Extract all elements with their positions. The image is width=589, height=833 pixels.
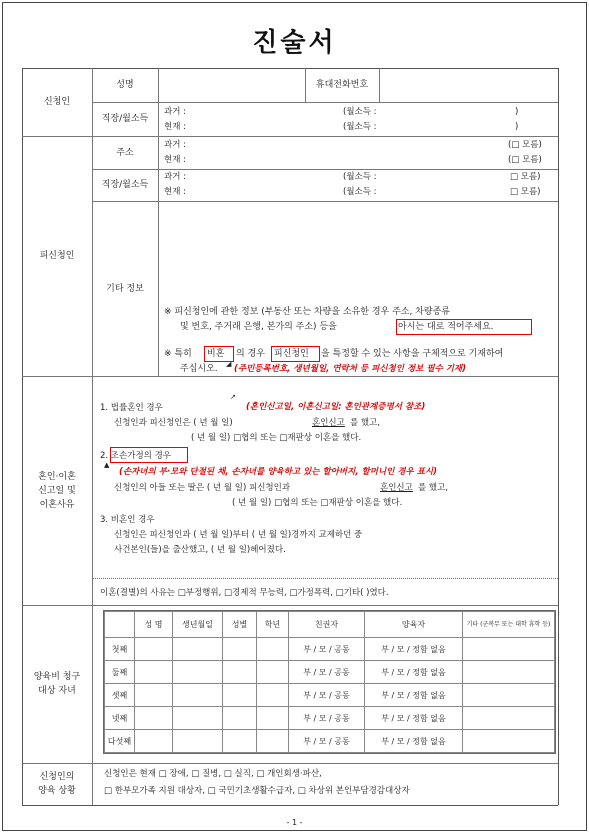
respondent-note-2e: 을 특정할 수 있는 사항을 구체적으로 기재하여 bbox=[321, 349, 504, 359]
children-section-label bbox=[22, 605, 92, 763]
custody-cell[interactable]: 부 / 모 / 공동 bbox=[289, 707, 365, 730]
applicant-income-now-close: ) bbox=[515, 122, 519, 132]
row-ordinal: 첫째 bbox=[105, 638, 135, 661]
respondent-note-1b: 및 번호, 주거래 은행, 본가의 주소) 등을 bbox=[180, 322, 337, 332]
grandparent-line1-end: 를 했고, bbox=[418, 483, 449, 493]
child-grade-cell[interactable] bbox=[257, 707, 289, 730]
child-gender-cell[interactable] bbox=[223, 638, 257, 661]
applicant-income-now[interactable]: (월소득 : bbox=[343, 122, 377, 132]
child-gender-cell[interactable] bbox=[223, 707, 257, 730]
divorce-reason[interactable]: 이혼(결별)의 사유는 □부정행위, □경제적 무능력, □가정폭력, □기타( )였다. bbox=[100, 588, 389, 598]
grandparent-note: (손자녀의 부·모와 단절된 채, 손자녀를 양육하고 있는 할아버지, 할머니인 경우 표시) bbox=[119, 467, 438, 477]
children-header-row bbox=[105, 612, 555, 638]
child-grade-cell[interactable] bbox=[257, 638, 289, 661]
child-birth-cell[interactable] bbox=[173, 707, 223, 730]
table-row bbox=[105, 730, 555, 753]
arrow-icon-2: ↗ bbox=[230, 393, 236, 401]
respondent-income-now-unknown[interactable]: □ 모름) bbox=[510, 187, 541, 197]
table-bottom-border bbox=[22, 805, 558, 806]
legal-marriage-line2[interactable]: ( 년 월 일) □협의 또는 □재판상 이혼을 했다. bbox=[191, 433, 362, 443]
child-birth-cell[interactable] bbox=[173, 661, 223, 684]
header-birth: 생년월일 bbox=[173, 612, 223, 638]
children-table bbox=[103, 610, 556, 754]
applicant-income-past[interactable]: (월소득 : bbox=[343, 107, 377, 117]
children-label-line2: 대상 자녀 bbox=[38, 686, 76, 696]
legal-marriage-heading: 1. 법률혼인 경우 bbox=[100, 403, 163, 413]
table-row bbox=[105, 707, 555, 730]
marriage-label-line1: 혼인·이혼 bbox=[38, 471, 76, 482]
header-grade: 학년 bbox=[257, 612, 289, 638]
arrow-icon-3: ▲ bbox=[104, 461, 110, 469]
header-name: 성 명 bbox=[135, 612, 173, 638]
respondent-note-2c: 의 경우 bbox=[236, 349, 265, 359]
respondent-income-past[interactable]: (월소득 : bbox=[343, 172, 377, 182]
child-birth-cell[interactable] bbox=[173, 730, 223, 753]
situation-line2[interactable]: □ 한부모가족 지원 대상자, □ 국민기초생활수급자, □ 차상위 본인부담경감대상자 bbox=[104, 786, 410, 796]
other-cell[interactable] bbox=[463, 638, 555, 661]
respondent-note-1-highlight: 아시는 대로 적어주세요. bbox=[398, 322, 494, 332]
respondent-section-label: 피신청인 bbox=[39, 251, 75, 261]
rearing-cell[interactable]: 부 / 모 / 정함 없음 bbox=[365, 638, 463, 661]
grandparent-line2[interactable]: ( 년 월 일) □협의 또는 □재판상 이혼을 했다. bbox=[232, 498, 403, 508]
table-row bbox=[105, 684, 555, 707]
situation-line1[interactable]: 신청인은 현재 □ 장애, □ 질병, □ 실직, □ 개인회생·파산, bbox=[104, 769, 322, 779]
respondent-note-1: ※ 피신청인에 관한 정보 (부동산 또는 차량을 소유한 경우 주소, 차량종류 bbox=[164, 307, 450, 317]
child-grade-cell[interactable] bbox=[257, 661, 289, 684]
respondent-note-2-respondent: 피신청인 bbox=[274, 349, 309, 359]
child-gender-cell[interactable] bbox=[223, 661, 257, 684]
child-birth-cell[interactable] bbox=[173, 684, 223, 707]
legal-marriage-line1[interactable]: 신청인과 피신청인은 ( 년 월 일) bbox=[114, 418, 233, 428]
child-gender-cell[interactable] bbox=[223, 730, 257, 753]
row-ordinal: 셋째 bbox=[105, 684, 135, 707]
header-rearing: 양육자 bbox=[365, 612, 463, 638]
child-name-cell[interactable] bbox=[135, 684, 173, 707]
highlight-box-write bbox=[396, 319, 532, 335]
marriage-dotted-divider bbox=[92, 578, 558, 579]
legal-marriage-report: 혼인신고 bbox=[312, 418, 345, 428]
phone-field[interactable] bbox=[380, 69, 557, 101]
respondent-required-note: (주민등록번호, 생년월일, 연락처 등 피신청인 정보 필수 기재) bbox=[234, 364, 467, 374]
highlight-box-grandparent bbox=[110, 447, 188, 463]
rearing-cell[interactable]: 부 / 모 / 정함 없음 bbox=[365, 661, 463, 684]
child-name-cell[interactable] bbox=[135, 730, 173, 753]
other-cell[interactable] bbox=[463, 684, 555, 707]
child-gender-cell[interactable] bbox=[223, 684, 257, 707]
row-ordinal: 다섯째 bbox=[105, 730, 135, 753]
applicant-job-past[interactable]: 과거 : bbox=[164, 107, 186, 117]
marriage-bottom-divider bbox=[22, 605, 558, 606]
custody-cell[interactable]: 부 / 모 / 공동 bbox=[289, 730, 365, 753]
applicant-job-label: 직장/월소득 bbox=[101, 114, 149, 124]
grandparent-report: 혼인신고 bbox=[380, 483, 413, 493]
legal-marriage-note: (혼인신고일, 이혼신고일: 혼인관계증명서 참조) bbox=[246, 402, 426, 412]
row-ordinal: 넷째 bbox=[105, 707, 135, 730]
custody-cell[interactable]: 부 / 모 / 공동 bbox=[289, 638, 365, 661]
row-ordinal: 둘째 bbox=[105, 661, 135, 684]
page-title: 진술서 bbox=[252, 28, 337, 58]
address-now[interactable]: 현재 : bbox=[164, 155, 186, 165]
address-label: 주소 bbox=[116, 147, 134, 158]
table-right-border bbox=[558, 68, 559, 805]
respondent-note-2-unmarried: 비혼 bbox=[207, 349, 225, 359]
header-other: 기타 (군복무 또는 대학 휴학 등) bbox=[463, 612, 555, 638]
child-name-cell[interactable] bbox=[135, 707, 173, 730]
rearing-cell[interactable]: 부 / 모 / 정함 없음 bbox=[365, 730, 463, 753]
child-name-cell[interactable] bbox=[135, 638, 173, 661]
custody-cell[interactable]: 부 / 모 / 공동 bbox=[289, 684, 365, 707]
page-number: - 1 - bbox=[286, 818, 303, 827]
children-label-line1: 양육비 청구 bbox=[33, 672, 81, 682]
marriage-label-line3: 이혼사유 bbox=[39, 499, 75, 510]
child-grade-cell[interactable] bbox=[257, 730, 289, 753]
header-ordinal bbox=[105, 612, 135, 638]
respondent-note-2-line2: 주십시오. bbox=[180, 364, 218, 374]
table-row bbox=[105, 638, 555, 661]
other-cell[interactable] bbox=[463, 730, 555, 753]
respondent-income-now[interactable]: (월소득 : bbox=[343, 187, 377, 197]
situation-label-line1: 신청인의 bbox=[39, 772, 75, 782]
respondent-income-past-unknown[interactable]: □ 모름) bbox=[510, 172, 541, 182]
situation-label-line2: 양육 상황 bbox=[38, 786, 76, 796]
name-field[interactable] bbox=[159, 69, 304, 101]
other-cell[interactable] bbox=[463, 661, 555, 684]
grandparent-heading: 2. 조손가정의 경우 bbox=[100, 451, 171, 461]
child-name-cell[interactable] bbox=[135, 661, 173, 684]
applicant-row-divider bbox=[92, 102, 558, 103]
applicant-section-label: 신청인 bbox=[43, 97, 71, 107]
address-past[interactable]: 과거 : bbox=[164, 140, 186, 150]
grandparent-line1[interactable]: 신청인의 아들 또는 딸은 ( 년 월 일) 피신청인과 bbox=[114, 483, 291, 493]
respondent-job-now[interactable]: 현재 : bbox=[164, 187, 186, 197]
table-row bbox=[105, 661, 555, 684]
header-gender: 성별 bbox=[223, 612, 257, 638]
other-cell[interactable] bbox=[463, 707, 555, 730]
rearing-cell[interactable]: 부 / 모 / 정함 없음 bbox=[365, 707, 463, 730]
marriage-label-line2: 신고일 및 bbox=[38, 485, 76, 496]
other-info-label: 기타 정보 bbox=[106, 283, 144, 294]
legal-marriage-line1-end: 를 했고, bbox=[350, 418, 381, 428]
applicant-job-now[interactable]: 현재 : bbox=[164, 122, 186, 132]
child-grade-cell[interactable] bbox=[257, 684, 289, 707]
children-bottom-divider bbox=[22, 763, 558, 764]
respondent-bottom-divider bbox=[22, 376, 558, 377]
custody-cell[interactable]: 부 / 모 / 공동 bbox=[289, 661, 365, 684]
header-custody: 친권자 bbox=[289, 612, 365, 638]
respondent-job-label: 직장/월소득 bbox=[101, 180, 149, 190]
respondent-row1-divider bbox=[92, 169, 558, 170]
child-birth-cell[interactable] bbox=[173, 638, 223, 661]
address-now-unknown[interactable]: (□ 모름) bbox=[508, 155, 542, 165]
arrow-icon: ◢ bbox=[226, 360, 232, 368]
marriage-section-label bbox=[22, 376, 92, 605]
name-label: 성명 bbox=[116, 80, 134, 90]
unmarried-line1[interactable]: 신청인은 피신청인과 ( 년 월 일)부터 ( 년 월 일)경까지 교제하던 중 bbox=[114, 530, 363, 540]
unmarried-heading: 3. 비혼인 경우 bbox=[100, 515, 155, 525]
other-info-field[interactable] bbox=[159, 202, 557, 302]
highlight-box-respondent bbox=[271, 346, 320, 362]
situation-section-label bbox=[22, 763, 92, 805]
respondent-job-past[interactable]: 과거 : bbox=[164, 172, 186, 182]
address-past-unknown[interactable]: (□ 모름) bbox=[508, 140, 542, 150]
respondent-note-2a: ※ 특히 bbox=[164, 349, 192, 359]
rearing-cell[interactable]: 부 / 모 / 정함 없음 bbox=[365, 684, 463, 707]
applicant-income-past-close: ) bbox=[515, 107, 519, 117]
phone-label: 휴대전화번호 bbox=[315, 80, 369, 90]
unmarried-line2[interactable]: 사건본인(들)을 출산했고, ( 년 월 일)헤어졌다. bbox=[114, 545, 286, 555]
